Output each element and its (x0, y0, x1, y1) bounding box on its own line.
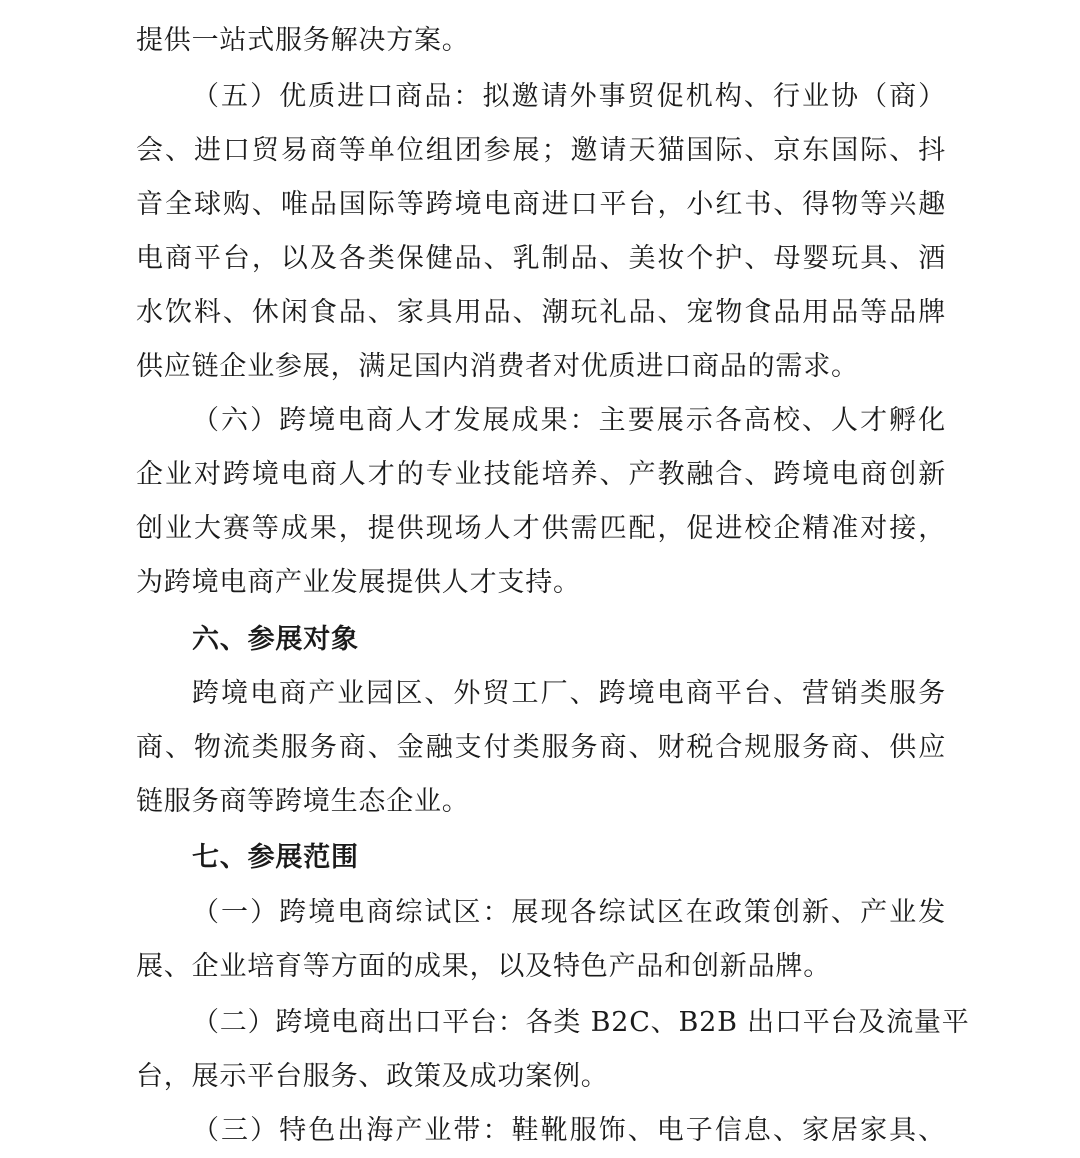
paragraph-line: 会、进口贸易商等单位组团参展；邀请天猫国际、京东国际、抖 (136, 135, 946, 166)
paragraph-line: 提供一站式服务解决方案。 (136, 25, 470, 56)
paragraph-line: 音全球购、唯品国际等跨境电商进口平台，小红书、得物等兴趣 (136, 189, 946, 220)
paragraph-line: （六）跨境电商人才发展成果：主要展示各高校、人才孵化 (192, 405, 946, 436)
paragraph-line: 企业对跨境电商人才的专业技能培养、产教融合、跨境电商创新 (136, 459, 946, 490)
section-heading: 七、参展范围 (192, 842, 359, 873)
section-heading: 六、参展对象 (192, 624, 359, 655)
paragraph-line: 链服务商等跨境生态企业。 (136, 786, 470, 817)
paragraph-line: 商、物流类服务商、金融支付类服务商、财税合规服务商、供应 (136, 732, 946, 763)
paragraph-line: （三）特色出海产业带：鞋靴服饰、电子信息、家居家具、 (192, 1115, 946, 1146)
paragraph-line: 供应链企业参展，满足国内消费者对优质进口商品的需求。 (136, 351, 859, 382)
paragraph-line: 跨境电商产业园区、外贸工厂、跨境电商平台、营销类服务 (192, 678, 946, 709)
paragraph-line: （一）跨境电商综试区：展现各综试区在政策创新、产业发 (192, 897, 946, 928)
paragraph-line: 创业大赛等成果，提供现场人才供需匹配，促进校企精准对接， (136, 513, 946, 544)
paragraph-line: 电商平台，以及各类保健品、乳制品、美妆个护、母婴玩具、酒 (136, 243, 946, 274)
paragraph-line: （五）优质进口商品：拟邀请外事贸促机构、行业协（商） (192, 81, 946, 112)
paragraph-line: 展、企业培育等方面的成果，以及特色产品和创新品牌。 (136, 951, 831, 982)
paragraph-line: 水饮料、休闲食品、家具用品、潮玩礼品、宠物食品用品等品牌 (136, 297, 946, 328)
paragraph-line: （二）跨境电商出口平台：各类 B2C、B2B 出口平台及流量平 (192, 1007, 970, 1038)
paragraph-line: 台，展示平台服务、政策及成功案例。 (136, 1061, 609, 1092)
paragraph-line: 为跨境电商产业发展提供人才支持。 (136, 567, 581, 598)
